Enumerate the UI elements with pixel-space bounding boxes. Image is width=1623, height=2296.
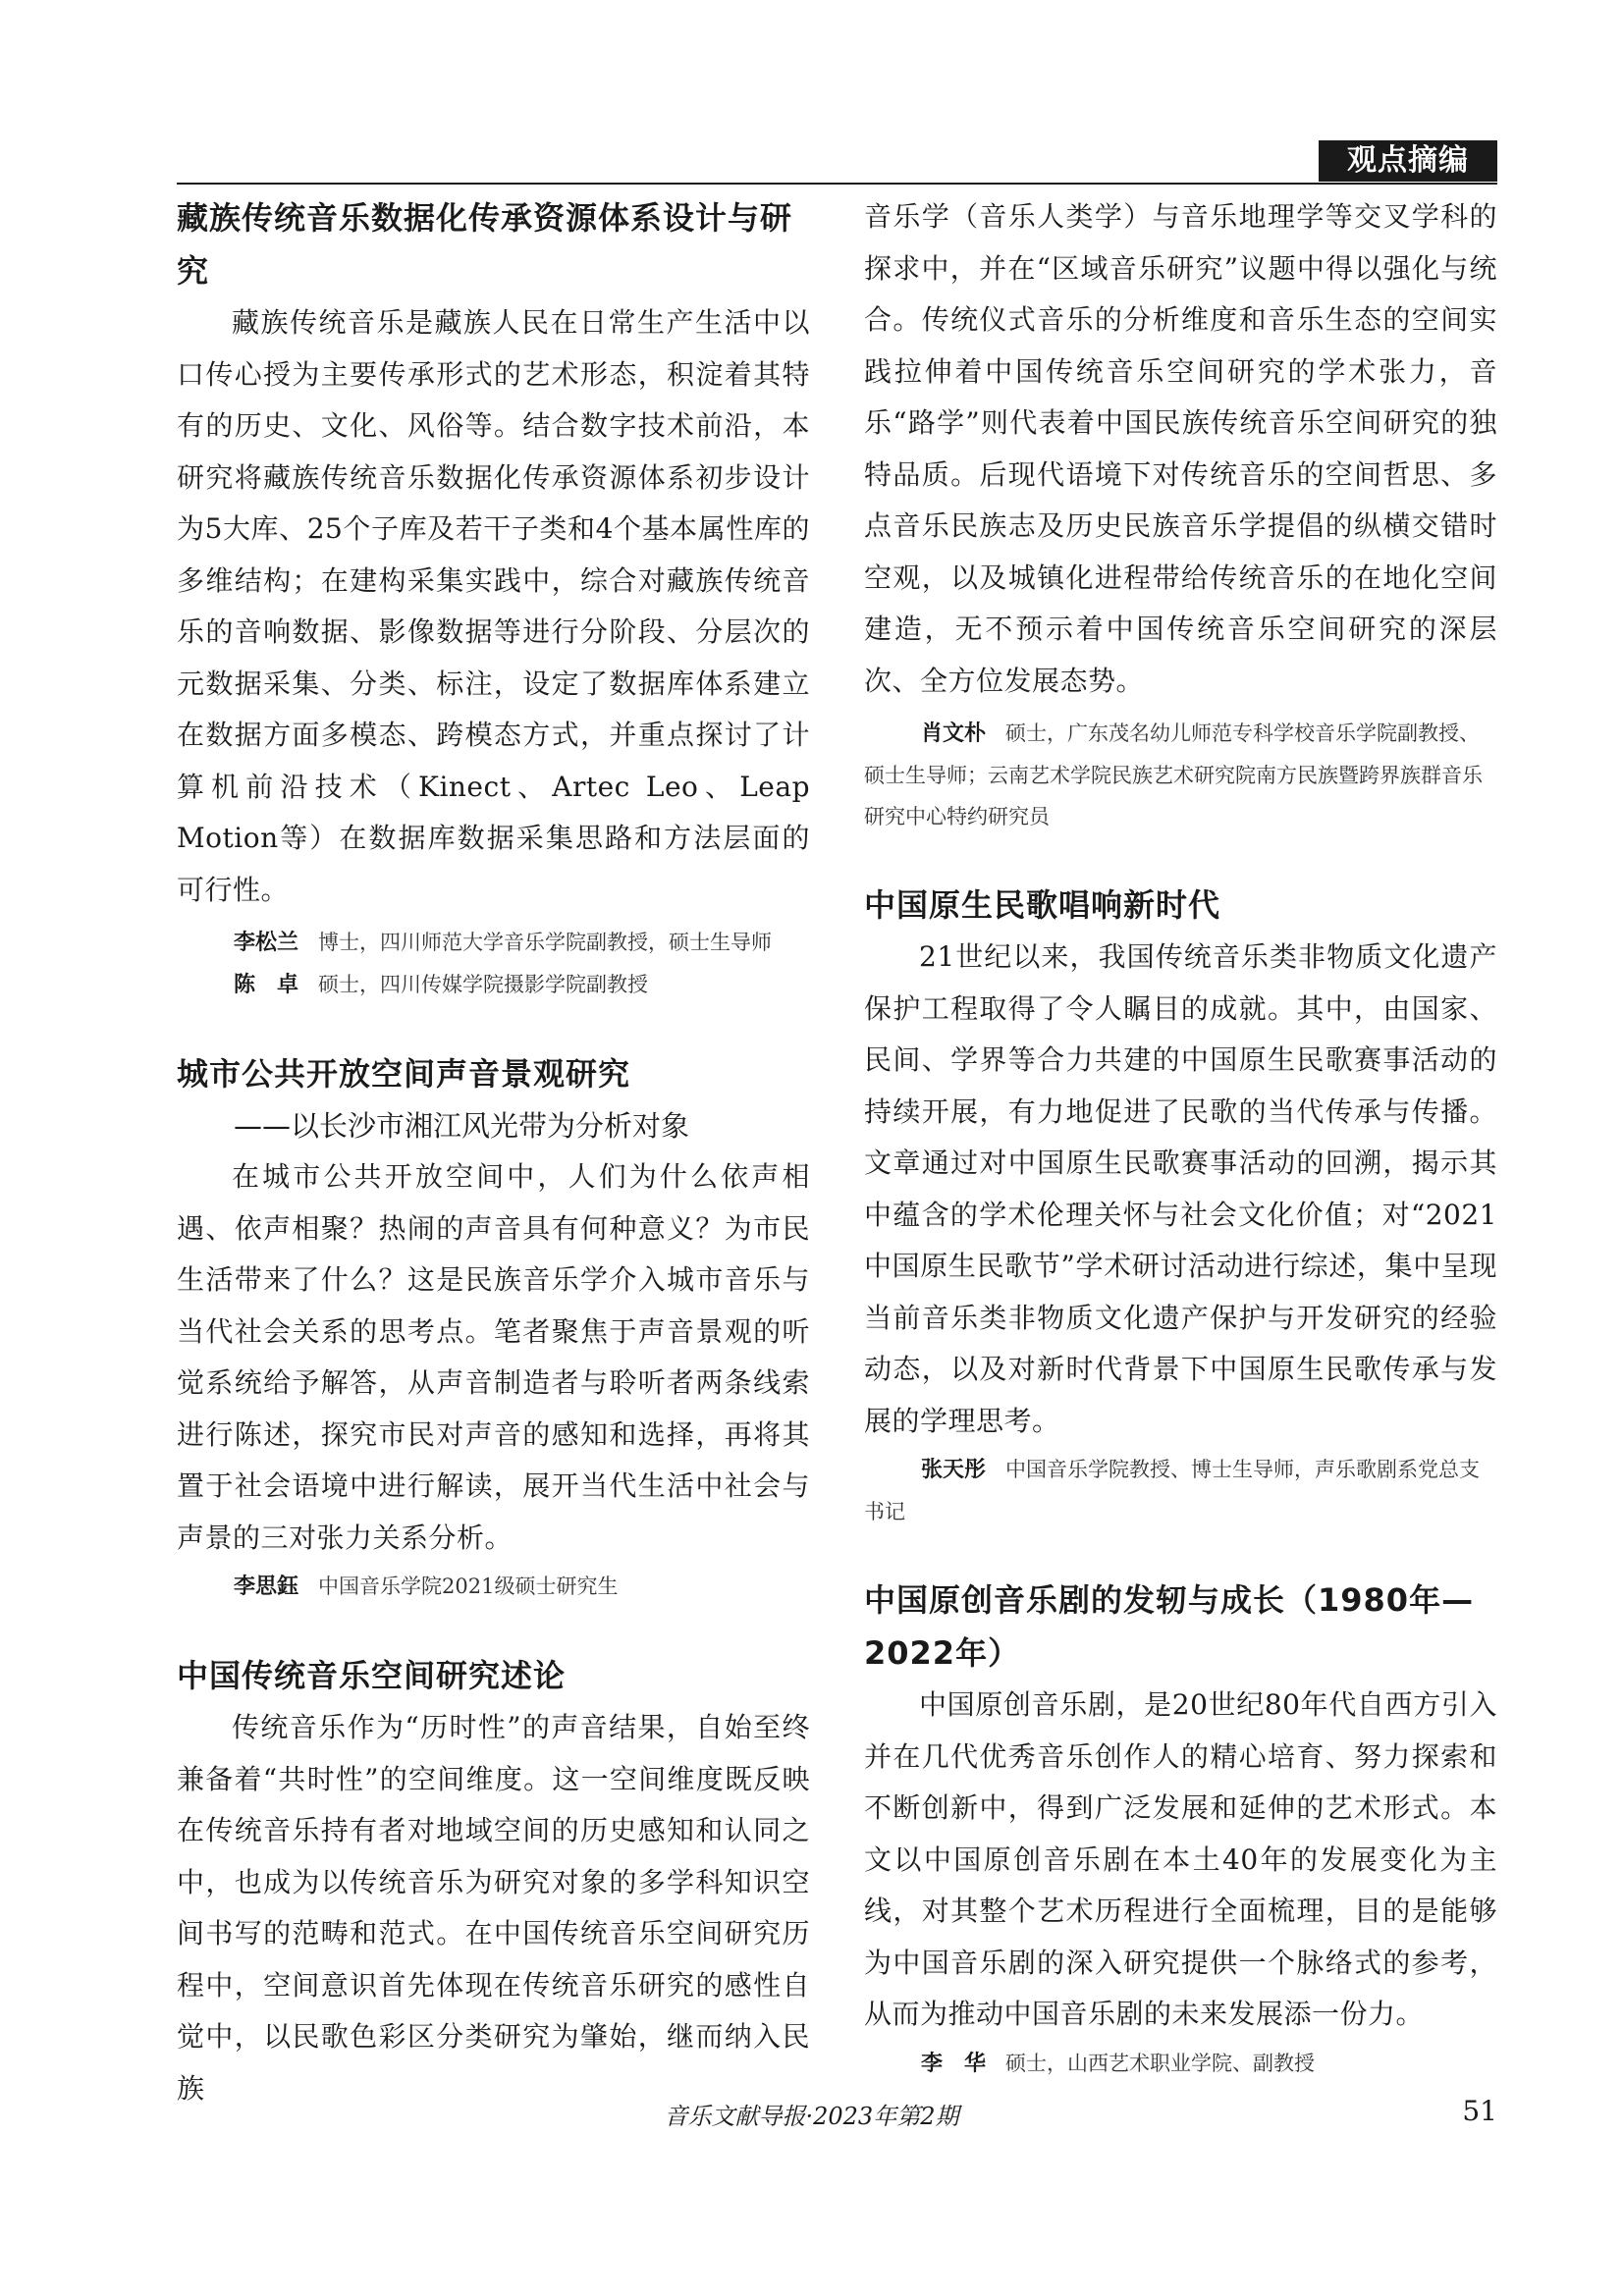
article-tibetan-music — [177, 191, 810, 1006]
author-desc: 博士，四川师范大学音乐学院副教授，硕士生导师 — [318, 931, 773, 954]
author-desc: 硕士，四川传媒学院摄影学院副教授 — [318, 973, 649, 996]
article-body: 音乐学（音乐人类学）与音乐地理学等交叉学科的探求中，并在“区域音乐研究”议题中得以强化与统合。传统仪式音乐的分析维度和音乐生态的空间实践拉伸着中国传统音乐空间研究的学术张力，音乐“路学”则代表着中国民族传统音乐空间研究的独特品质。后现代语境下对传统音乐的空间哲思、多点音乐民族志及历史民族音乐学提倡的纵横交错时空观，以及城镇化进程带给传统音乐的在地化空间建造，无不预示着中国传统音乐空间研究的深层次、全方位发展态势。 — [864, 200, 1497, 697]
article-body: 藏族传统音乐是藏族人民在日常生产生活中以口传心授为主要传承形式的艺术形态，积淀着其特有的历史、文化、风俗等。结合数字技术前沿，本研究将藏族传统音乐数据化传承资源体系初步设计为5大库、25个子库及若干子类和4个基本属性库的多维结构；在建构采集实践中，综合对藏族传统音乐的音响数据、影像数据等进行分阶段、分层次的元数据采集、分类、标注，设定了数据库体系建立在数据方面多模态、跨模态方式，并重点探讨了计算机前沿技术（Kinect、Artec Leo、Leap Motion等）在数据库数据采集思路和方法层面的可行性。 — [177, 306, 810, 906]
author-desc: 中国音乐学院教授、博士生导师，声乐歌剧系党总支书记 — [864, 1458, 1481, 1523]
article-body: 21世纪以来，我国传统音乐类非物质文化遗产保护工程取得了令人瞩目的成就。其中，由国家、民间、学界等合力共建的中国原生民歌赛事活动的持续开展，有力地促进了民歌的当代传承与传播。文章通过对中国原生民歌赛事活动的回溯，揭示其中蕴含的学术伦理关怀与社会文化价值；对“2021中国原生民歌节”学术研讨活动进行综述，集中呈现当前音乐类非物质文化遗产保护与开发研究的经验动态，以及对新时代背景下中国原生民歌传承与发展的学理思考。 — [864, 940, 1497, 1437]
article-space-research-continued — [864, 191, 1497, 837]
article-body: 中国原创音乐剧，是20世纪80年代自西方引入并在几代优秀音乐创作人的精心培育、努力探索和不断创新中，得到广泛发展和延伸的艺术形式。本文以中国原创音乐剧在本土40年的发展变化为主线，对其整个艺术历程进行全面梳理，目的是能够为中国音乐剧的深入研究提供一个脉络式的参考，从而为推动中国音乐剧的未来发展添一份力。 — [864, 1688, 1497, 2030]
header-rule — [177, 183, 1497, 185]
author-name: 李松兰 — [234, 931, 299, 955]
article-author — [177, 1566, 810, 1608]
article-title: 中国原创音乐剧的发轫与成长（1980年—2022年） — [864, 1581, 1475, 1672]
article-body: 在城市公共开放空间中，人们为什么依声相遇、依声相聚？热闹的声音具有何种意义？为市民生活带来了什么？这是民族音乐学介入城市音乐与当代社会关系的思考点。笔者聚焦于声音景观的听觉系统给予解答，从声音制造者与聆听者两条线索进行陈述，探究市民对声音的感知和选择，再将其置于社会语境中进行解读，展开当代生活中社会与声景的三对张力关系分析。 — [177, 1160, 810, 1554]
author-name: 肖文朴 — [921, 721, 987, 746]
article-author — [864, 1449, 1497, 1532]
author-name: 张天彤 — [921, 1458, 987, 1482]
article-title: 中国传统音乐空间研究述论 — [177, 1657, 567, 1694]
article-author — [177, 964, 810, 1006]
article-space-research — [177, 1649, 810, 2114]
author-desc: 中国音乐学院2021级硕士研究生 — [318, 1575, 619, 1598]
right-column — [864, 191, 1497, 2085]
footer-journal: 音乐文献导报·2023年第2期 — [664, 2103, 959, 2130]
article-body: 传统音乐作为“历时性”的声音结果，自始至终兼备着“共时性”的空间维度。这一空间维度既反映在传统音乐持有者对地域空间的历史感知和认同之中，也成为以传统音乐为研究对象的多学科知识空间书写的范畴和范式。在中国传统音乐空间研究历程中，空间意识首先体现在传统音乐研究的感性自觉中，以民歌色彩区分类研究为肇始，继而纳入民族 — [177, 1711, 810, 2105]
article-title: 藏族传统音乐数据化传承资源体系设计与研究 — [177, 199, 793, 290]
article-musicals — [864, 1574, 1497, 2085]
article-title: 城市公共开放空间声音景观研究 — [177, 1055, 631, 1093]
article-author — [864, 2043, 1497, 2085]
article-subtitle: ——以长沙市湘江风光带为分析对象 — [234, 1109, 690, 1143]
author-desc: 硕士，山西艺术职业学院、副教授 — [1005, 2051, 1316, 2075]
author-name: 李 华 — [921, 2051, 987, 2076]
author-name: 李思鈺 — [234, 1575, 299, 1599]
page-number: 51 — [1462, 2095, 1497, 2127]
author-name: 陈 卓 — [234, 973, 299, 997]
article-title: 中国原生民歌唱响新时代 — [864, 886, 1221, 924]
article-author — [864, 713, 1497, 837]
author-desc: 硕士，广东茂名幼儿师范专科学校音乐学院副教授、硕士生导师；云南艺术学院民族艺术研究院南方民族暨跨界族群音乐研究中心特约研究员 — [864, 721, 1483, 828]
article-urban-soundscape — [177, 1047, 810, 1608]
left-column — [177, 191, 810, 2114]
article-folk-songs — [864, 879, 1497, 1532]
section-tag: 观点摘编 — [1319, 140, 1497, 182]
article-author — [177, 922, 810, 964]
